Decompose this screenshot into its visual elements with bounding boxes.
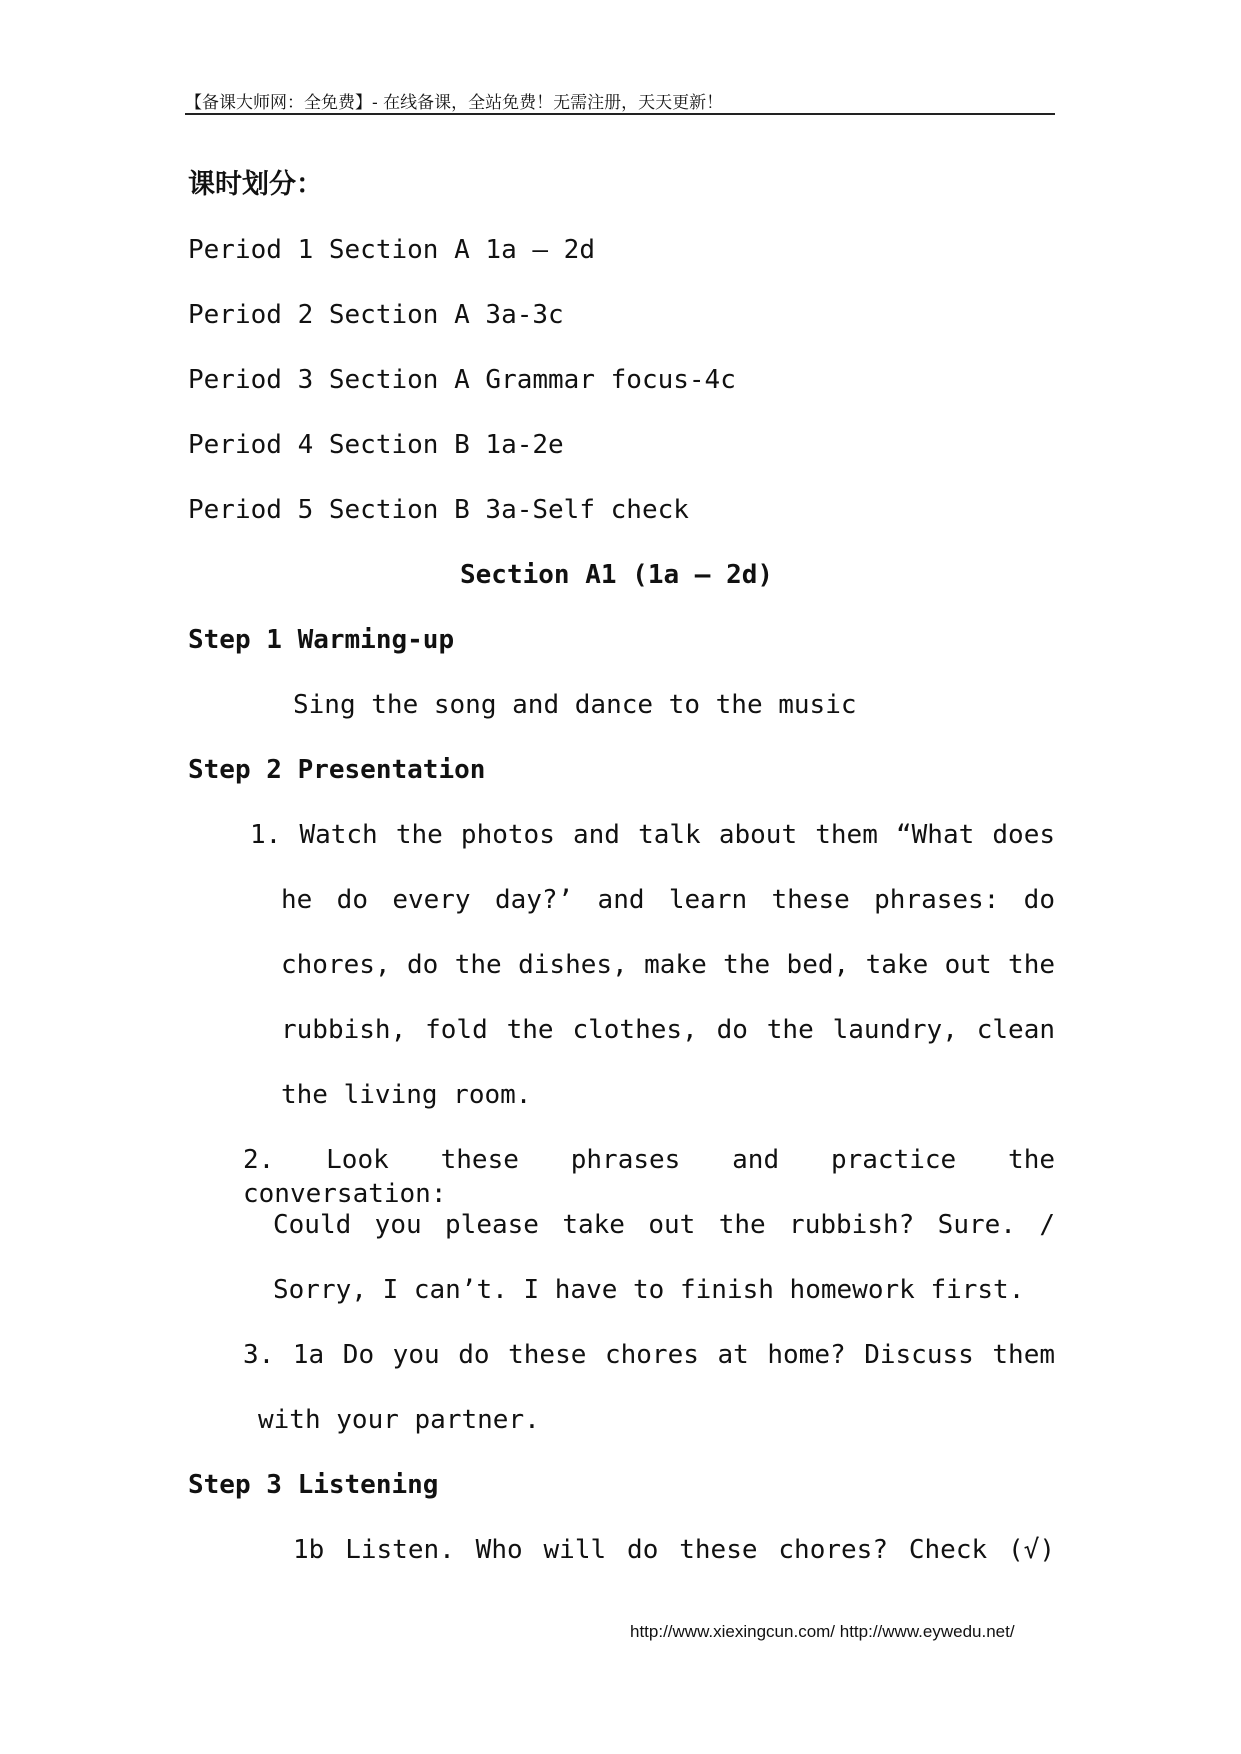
step2-item2-line: Could you please take out the rubbish? Sure. /	[273, 1210, 1055, 1240]
step3-heading: Step 3 Listening	[188, 1470, 439, 1500]
step3-text: 1b Listen. Who will do these chores? Check (√)	[293, 1535, 1055, 1565]
step2-item2-line: Sorry, I can’t. I have to finish homework first.	[273, 1275, 1025, 1305]
step1-heading: Step 1 Warming-up	[188, 625, 455, 655]
step2-item1-line: the living room.	[281, 1080, 532, 1110]
period-item: Period 5 Section B 3a-Self check	[188, 495, 689, 525]
period-item: Period 4 Section B 1a-2e	[188, 430, 564, 460]
step2-item1-line: chores, do the dishes, make the bed, take out the	[281, 950, 1055, 980]
page-footer: http://www.xiexingcun.com/ http://www.eywedu.net/	[630, 1622, 1015, 1641]
step2-heading: Step 2 Presentation	[188, 755, 486, 785]
step1-text: Sing the song and dance to the music	[293, 690, 857, 720]
step2-item3-line: 3. 1a Do you do these chores at home? Discuss them	[243, 1340, 1055, 1370]
period-item: Period 2 Section A 3a-3c	[188, 300, 564, 330]
period-item: Period 3 Section A Grammar focus-4c	[188, 365, 736, 395]
periods-title: 课时划分：	[188, 169, 323, 200]
step2-item1-line: rubbish, fold the clothes, do the laundry, clean	[281, 1015, 1055, 1045]
section-title: Section A1 (1a – 2d)	[460, 560, 774, 590]
period-item: Period 1 Section A 1a – 2d	[188, 235, 595, 265]
header-divider	[185, 113, 1055, 115]
step2-item1-line: he do every day?’ and learn these phrases: do	[281, 885, 1055, 915]
step2-item2-line: 2. Look these phrases and practice the conversation:	[243, 1145, 1055, 1209]
step2-item3-line: with your partner.	[258, 1405, 540, 1435]
step2-item1-line: 1. Watch the photos and talk about them “What does	[250, 820, 1055, 850]
page-header: 【备课大师网：全免费】- 在线备课，全站免费！无需注册，天天更新！	[185, 93, 724, 113]
